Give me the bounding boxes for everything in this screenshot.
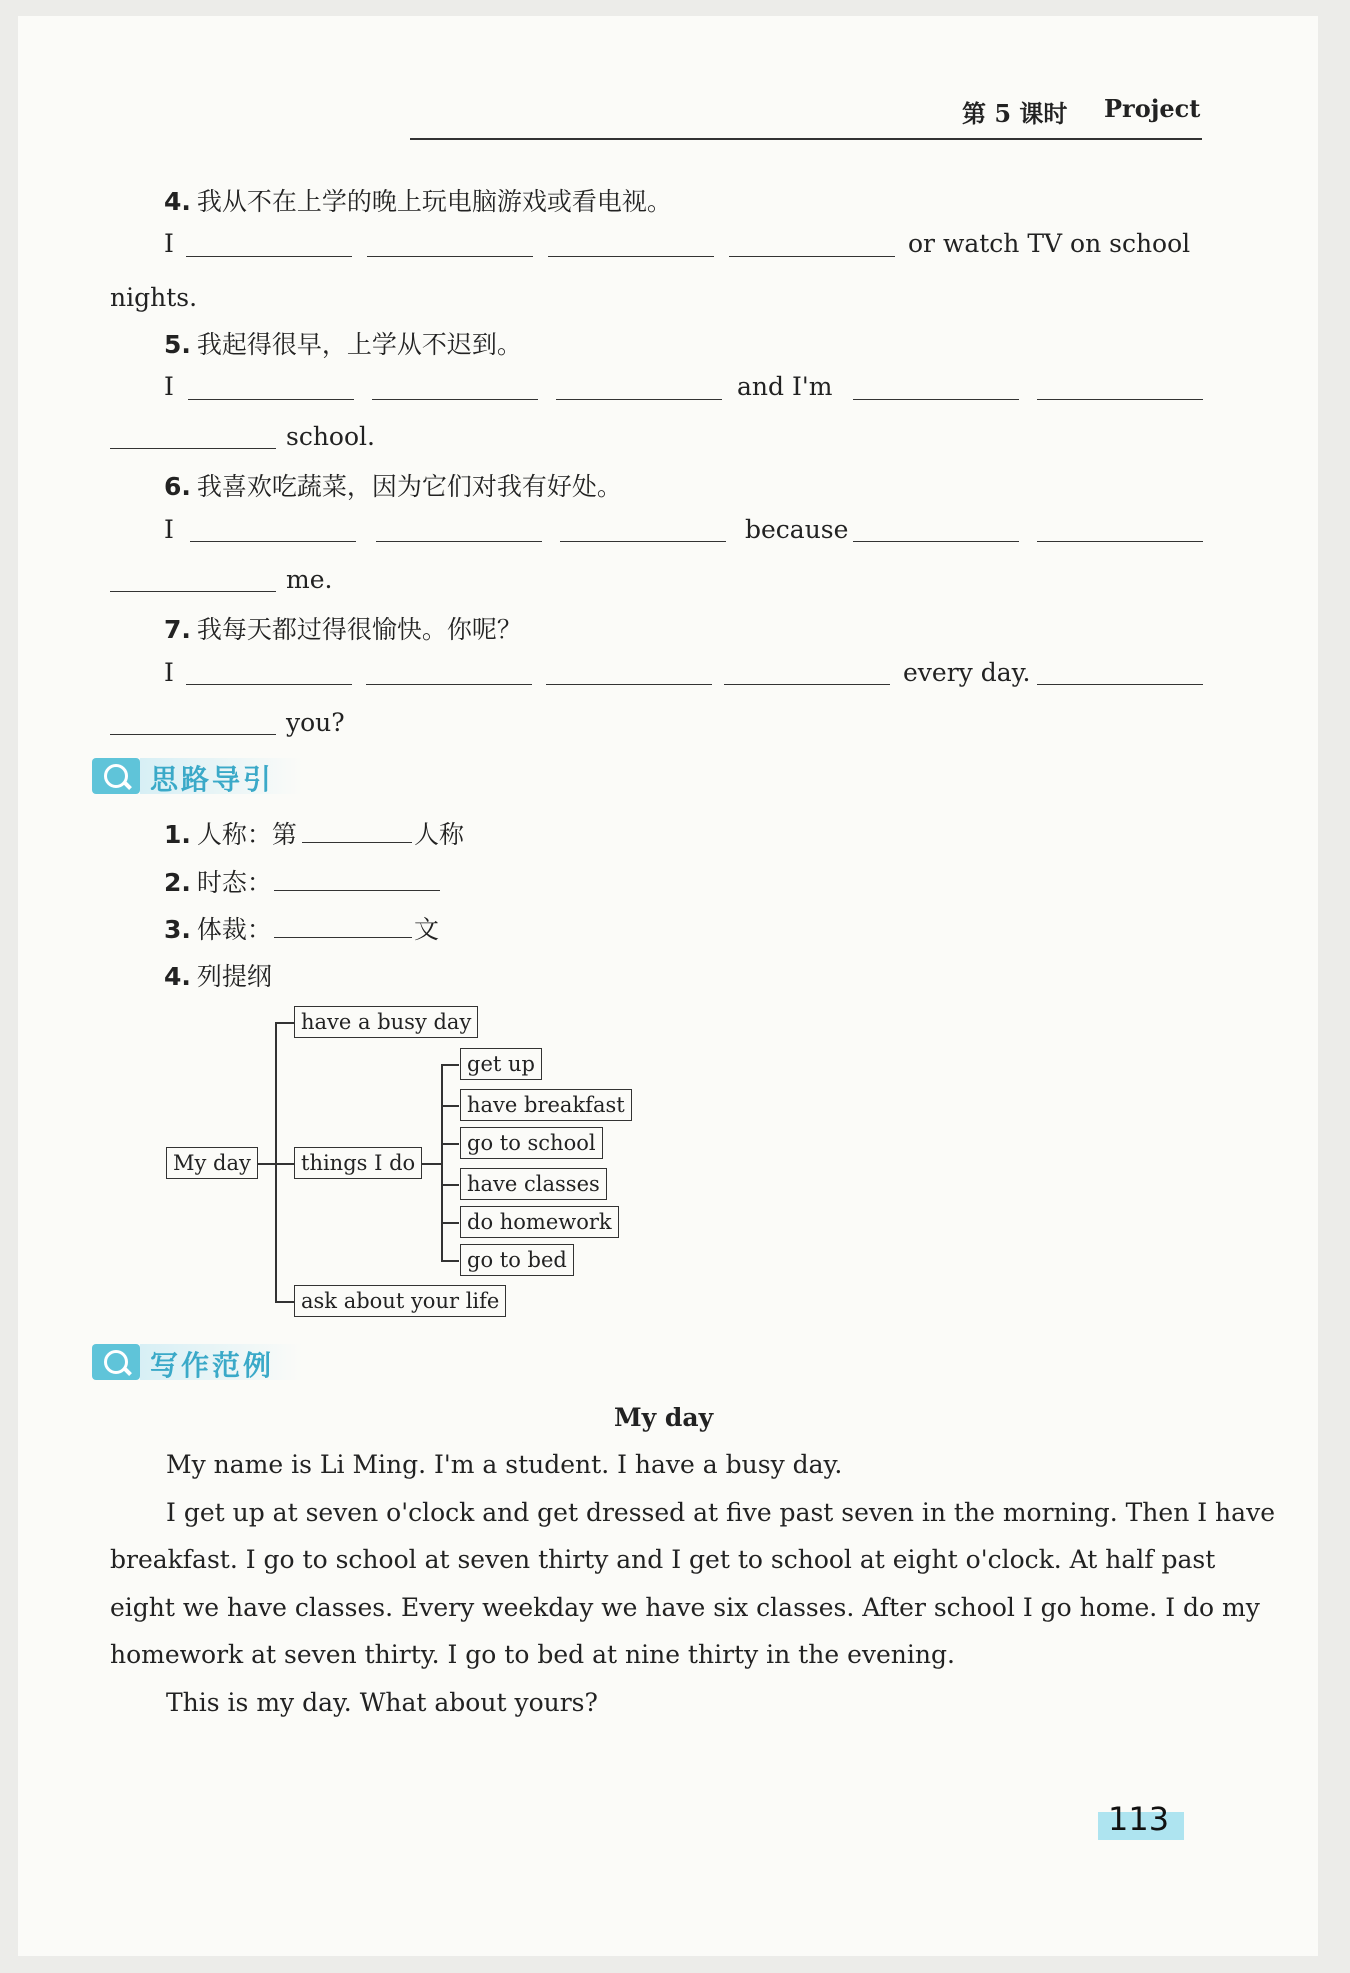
q5-blank-5[interactable] bbox=[1037, 399, 1203, 400]
q6-blank-4[interactable] bbox=[853, 541, 1019, 542]
essay-title: My day bbox=[614, 1403, 714, 1432]
essay-line: I get up at seven o'clock and get dressed at five past seven in the morning. Then I have bbox=[166, 1498, 1275, 1527]
guide-item-3-suffix: 文 bbox=[414, 915, 440, 944]
q4-mid: or watch TV on school bbox=[908, 229, 1191, 258]
outline-root: My day bbox=[166, 1147, 258, 1179]
guide-blank-3[interactable] bbox=[274, 937, 412, 938]
q7-end: you? bbox=[286, 708, 345, 737]
q6-blank-1[interactable] bbox=[190, 541, 356, 542]
essay-paragraph-1: My name is Li Ming. I'm a student. I have a busy day. bbox=[166, 1450, 843, 1479]
magnifier-icon bbox=[92, 758, 140, 794]
q6-mid: because bbox=[745, 515, 849, 544]
q6-blank-2[interactable] bbox=[376, 541, 542, 542]
q4-blank-1[interactable] bbox=[186, 256, 352, 257]
q7-blank-5[interactable] bbox=[1037, 684, 1203, 685]
q6-blank-5[interactable] bbox=[1037, 541, 1203, 542]
q5-blank-4[interactable] bbox=[853, 399, 1019, 400]
q4-blank-4[interactable] bbox=[729, 256, 895, 257]
outline-branch-mid: things I do bbox=[294, 1147, 422, 1179]
outline-thing: get up bbox=[460, 1048, 542, 1080]
essay-line: breakfast. I go to school at seven thirty and I get to school at eight o'clock. At half past bbox=[110, 1545, 1216, 1574]
outline-thing: do homework bbox=[460, 1206, 619, 1238]
q6-start: I bbox=[164, 515, 174, 544]
q7-blank-1[interactable] bbox=[186, 684, 352, 685]
guide-item-3: 3. 体裁： bbox=[164, 915, 272, 944]
outline-thing: go to school bbox=[460, 1127, 603, 1159]
q5-start: I bbox=[164, 372, 174, 401]
q6-blank-3[interactable] bbox=[560, 541, 726, 542]
q5-mid: and I'm bbox=[737, 372, 833, 401]
q5-blank-1[interactable] bbox=[188, 399, 354, 400]
q7-blank-2[interactable] bbox=[366, 684, 532, 685]
q6-end: me. bbox=[286, 565, 333, 594]
q5-end: school. bbox=[286, 422, 375, 451]
question-7: 7. 我每天都过得很愉快。你呢？ bbox=[164, 615, 522, 644]
question-5: 5. 我起得很早，上学从不迟到。 bbox=[164, 330, 522, 359]
header-rule bbox=[410, 138, 1202, 140]
example-section-heading: 写作范例 bbox=[92, 1342, 302, 1382]
magnifier-icon bbox=[92, 1344, 140, 1380]
guide-item-1: 1. 人称：第 bbox=[164, 820, 297, 849]
q7-blank-4[interactable] bbox=[724, 684, 890, 685]
q5-blank-3[interactable] bbox=[556, 399, 722, 400]
guide-section-heading: 思路导引 bbox=[92, 756, 302, 796]
q7-blank-6[interactable] bbox=[110, 734, 276, 735]
guide-item-4: 4. 列提纲 bbox=[164, 962, 272, 991]
outline-branch-bottom: ask about your life bbox=[294, 1285, 506, 1317]
q5-blank-2[interactable] bbox=[372, 399, 538, 400]
question-4: 4. 我从不在上学的晚上玩电脑游戏或看电视。 bbox=[164, 187, 672, 216]
guide-blank-2[interactable] bbox=[274, 890, 440, 891]
outline-thing: go to bed bbox=[460, 1244, 574, 1276]
question-6: 6. 我喜欢吃蔬菜，因为它们对我有好处。 bbox=[164, 472, 622, 501]
guide-item-2: 2. 时态： bbox=[164, 868, 272, 897]
q7-mid: every day. bbox=[903, 658, 1031, 687]
page-number: 113 bbox=[1098, 1812, 1184, 1840]
lesson-label: 第 5 课时 bbox=[962, 99, 1068, 128]
q5-blank-6[interactable] bbox=[110, 448, 276, 449]
essay-line: eight we have classes. Every weekday we have six classes. After school I go home. I do my bbox=[110, 1593, 1260, 1622]
guide-item-1-suffix: 人称 bbox=[414, 820, 465, 849]
q7-blank-3[interactable] bbox=[546, 684, 712, 685]
q6-blank-6[interactable] bbox=[110, 591, 276, 592]
q4-end: nights. bbox=[110, 283, 198, 312]
outline-branch-top: have a busy day bbox=[294, 1006, 478, 1038]
essay-paragraph-3: This is my day. What about yours? bbox=[166, 1688, 598, 1717]
q4-blank-3[interactable] bbox=[548, 256, 714, 257]
page-title: Project bbox=[1104, 94, 1201, 123]
essay-line: homework at seven thirty. I go to bed at nine thirty in the evening. bbox=[110, 1640, 955, 1669]
guide-blank-1[interactable] bbox=[302, 842, 412, 843]
q4-blank-2[interactable] bbox=[367, 256, 533, 257]
outline-thing: have breakfast bbox=[460, 1089, 632, 1121]
outline-thing: have classes bbox=[460, 1168, 607, 1200]
q7-start: I bbox=[164, 658, 174, 687]
q4-start: I bbox=[164, 229, 174, 258]
